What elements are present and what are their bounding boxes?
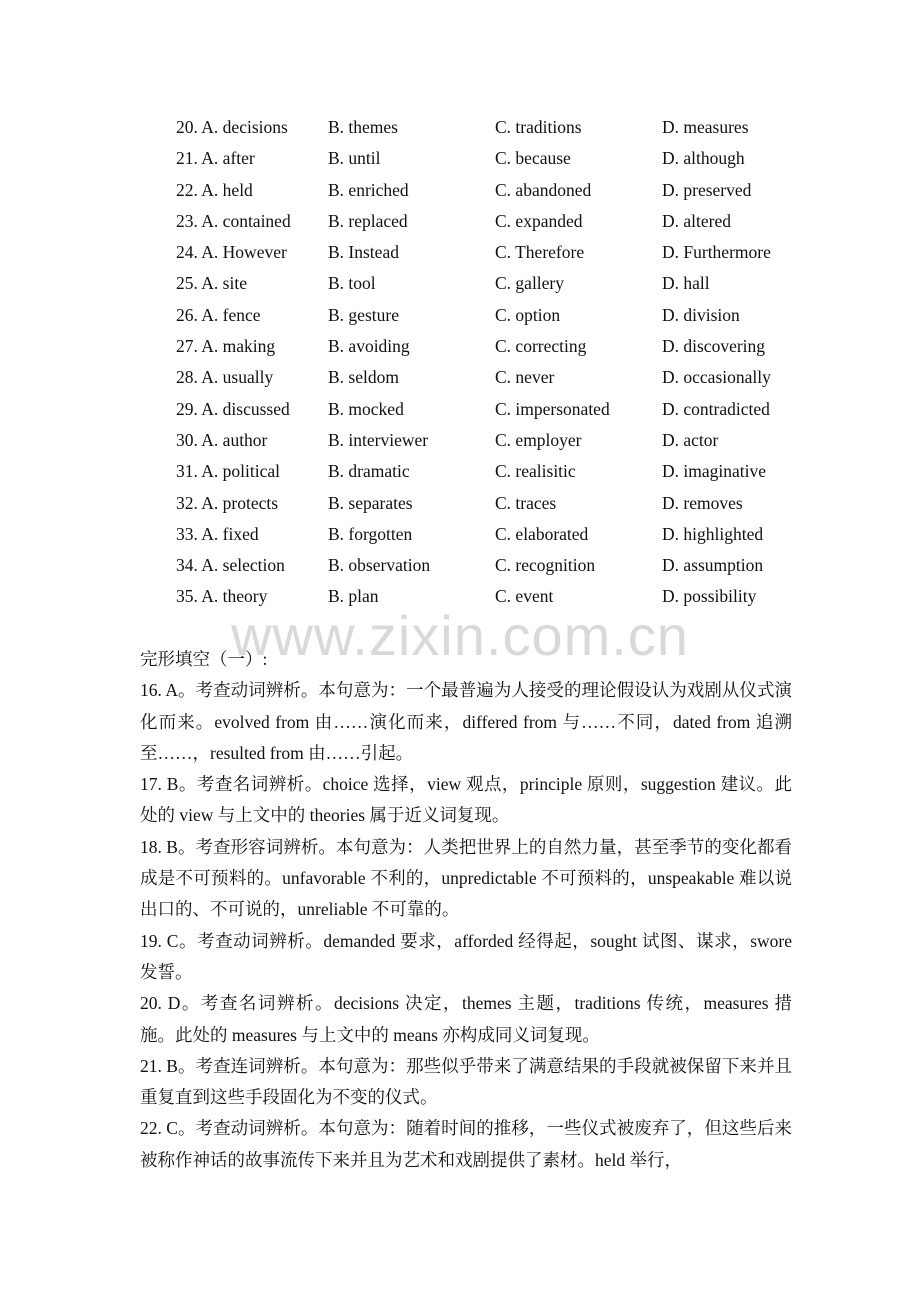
- option-b: B. gesture: [328, 304, 399, 325]
- option-a: 32. A. protects: [176, 492, 279, 513]
- option-b: B. until: [328, 148, 381, 169]
- section-title: 完形填空（一）:: [140, 649, 268, 669]
- option-a: 25. A. site: [176, 273, 247, 294]
- answer-paragraph-17: 17. B。考查名词辨析。choice 选择，view 观点，principle 原则，suggestion 建议。此处的 view 与上文中的 theories 属于近义词复现。: [140, 774, 792, 826]
- option-row: [176, 456, 812, 487]
- option-row: [176, 175, 812, 206]
- option-d: D. although: [662, 148, 745, 169]
- option-row: [176, 394, 812, 425]
- option-c: C. option: [495, 304, 561, 325]
- option-row: [176, 362, 812, 393]
- option-c: C. abandoned: [495, 179, 592, 200]
- option-b: B. seldom: [328, 367, 399, 388]
- option-d: D. altered: [662, 210, 731, 231]
- answer-paragraph-22: 22. C。考查动词辨析。本句意为：随着时间的推移，一些仪式被废弃了，但这些后来被称作神话的故事流传下来并且为艺术和戏剧提供了素材。held 举行，: [140, 1118, 792, 1170]
- option-a: 20. A. decisions: [176, 117, 288, 137]
- option-row: [176, 268, 812, 299]
- option-row: [176, 425, 812, 456]
- option-row: [176, 112, 812, 143]
- answer-explanations: [140, 644, 792, 1176]
- answer-paragraph-20: 20. D。考查名词辨析。decisions 决定，themes 主题，traditions 传统，measures 措施。此处的 measures 与上文中的 means 亦构成同义词复现。: [140, 993, 792, 1045]
- option-b: B. plan: [328, 586, 379, 607]
- option-b: B. forgotten: [328, 523, 413, 544]
- option-d: D. removes: [662, 492, 743, 513]
- option-b: B. mocked: [328, 398, 404, 419]
- option-b: B. avoiding: [328, 336, 410, 357]
- option-c: C. expanded: [495, 210, 583, 231]
- watermark: www.zixin.com.cn: [231, 604, 689, 667]
- option-a: 23. A. contained: [176, 210, 291, 231]
- option-d: D. actor: [662, 429, 719, 450]
- option-b: B. themes: [328, 117, 398, 137]
- option-d: D. discovering: [662, 336, 766, 357]
- option-d: D. assumption: [662, 555, 764, 576]
- option-c: C. correcting: [495, 336, 587, 357]
- option-b: B. observation: [328, 555, 431, 576]
- option-d: D. highlighted: [662, 523, 764, 544]
- option-c: C. Therefore: [495, 242, 585, 263]
- option-a: 21. A. after: [176, 148, 255, 169]
- option-d: D. occasionally: [662, 367, 771, 388]
- option-b: B. replaced: [328, 210, 408, 231]
- option-d: D. Furthermore: [662, 242, 771, 263]
- option-a: 31. A. political: [176, 461, 281, 482]
- option-a: 35. A. theory: [176, 586, 268, 607]
- option-row: [176, 519, 812, 550]
- option-row: [176, 331, 812, 362]
- answer-paragraph-18: 18. B。考查形容词辨析。本句意为：人类把世界上的自然力量，甚至季节的变化都看成是不可预料的。unfavorable 不利的，unpredictable 不可预料的，unspeakable 难以说出口的、不可说的，unreliable 不可靠的。: [140, 836, 792, 920]
- option-a: 28. A. usually: [176, 367, 274, 388]
- option-row: [176, 300, 812, 331]
- option-c: C. impersonated: [495, 398, 610, 419]
- option-b: B. interviewer: [328, 429, 429, 450]
- option-b: B. enriched: [328, 179, 409, 200]
- option-d: D. contradicted: [662, 398, 770, 419]
- option-d: D. hall: [662, 273, 710, 294]
- option-a: 34. A. selection: [176, 555, 285, 576]
- option-c: C. elaborated: [495, 523, 589, 544]
- answer-paragraph-21: 21. B。考查连词辨析。本句意为：那些似乎带来了满意结果的手段就被保留下来并且重复直到这些手段固化为不变的仪式。: [140, 1055, 792, 1108]
- option-a: 33. A. fixed: [176, 523, 259, 544]
- option-a: 27. A. making: [176, 336, 276, 357]
- option-c: C. because: [495, 148, 571, 169]
- options-table: [176, 112, 812, 613]
- option-a: 22. A. held: [176, 179, 253, 200]
- option-d: D. division: [662, 304, 740, 325]
- answer-paragraph-16: 16. A。考查动词辨析。本句意为：一个最普遍为人接受的理论假设认为戏剧从仪式演化而来。evolved from 由……演化而来，differed from 与……不同，dated from 追溯至……，resulted from 由……引起。: [140, 680, 792, 763]
- option-c: C. traditions: [495, 117, 582, 137]
- option-row: [176, 237, 812, 268]
- option-c: C. event: [495, 586, 554, 607]
- option-a: 29. A. discussed: [176, 398, 290, 419]
- answer-paragraph-19: 19. C。考查动词辨析。demanded 要求，afforded 经得起，sought 试图、谋求，swore 发誓。: [140, 930, 792, 982]
- option-a: 30. A. author: [176, 429, 268, 450]
- option-d: D. measures: [662, 117, 749, 137]
- option-c: C. realisitic: [495, 461, 576, 482]
- option-c: C. gallery: [495, 273, 565, 294]
- option-b: B. tool: [328, 273, 376, 294]
- option-c: C. recognition: [495, 555, 596, 576]
- option-row: [176, 488, 812, 519]
- option-c: C. employer: [495, 429, 582, 450]
- option-c: C. never: [495, 367, 555, 388]
- option-d: D. preserved: [662, 179, 752, 200]
- option-row: [176, 206, 812, 237]
- option-b: B. dramatic: [328, 461, 410, 482]
- option-a: 26. A. fence: [176, 304, 261, 325]
- option-a: 24. A. However: [176, 242, 287, 263]
- option-d: D. possibility: [662, 586, 757, 607]
- option-d: D. imaginative: [662, 461, 767, 482]
- option-row: [176, 550, 812, 581]
- option-b: B. separates: [328, 492, 413, 513]
- option-row: [176, 143, 812, 174]
- option-b: B. Instead: [328, 242, 399, 263]
- option-c: C. traces: [495, 492, 557, 513]
